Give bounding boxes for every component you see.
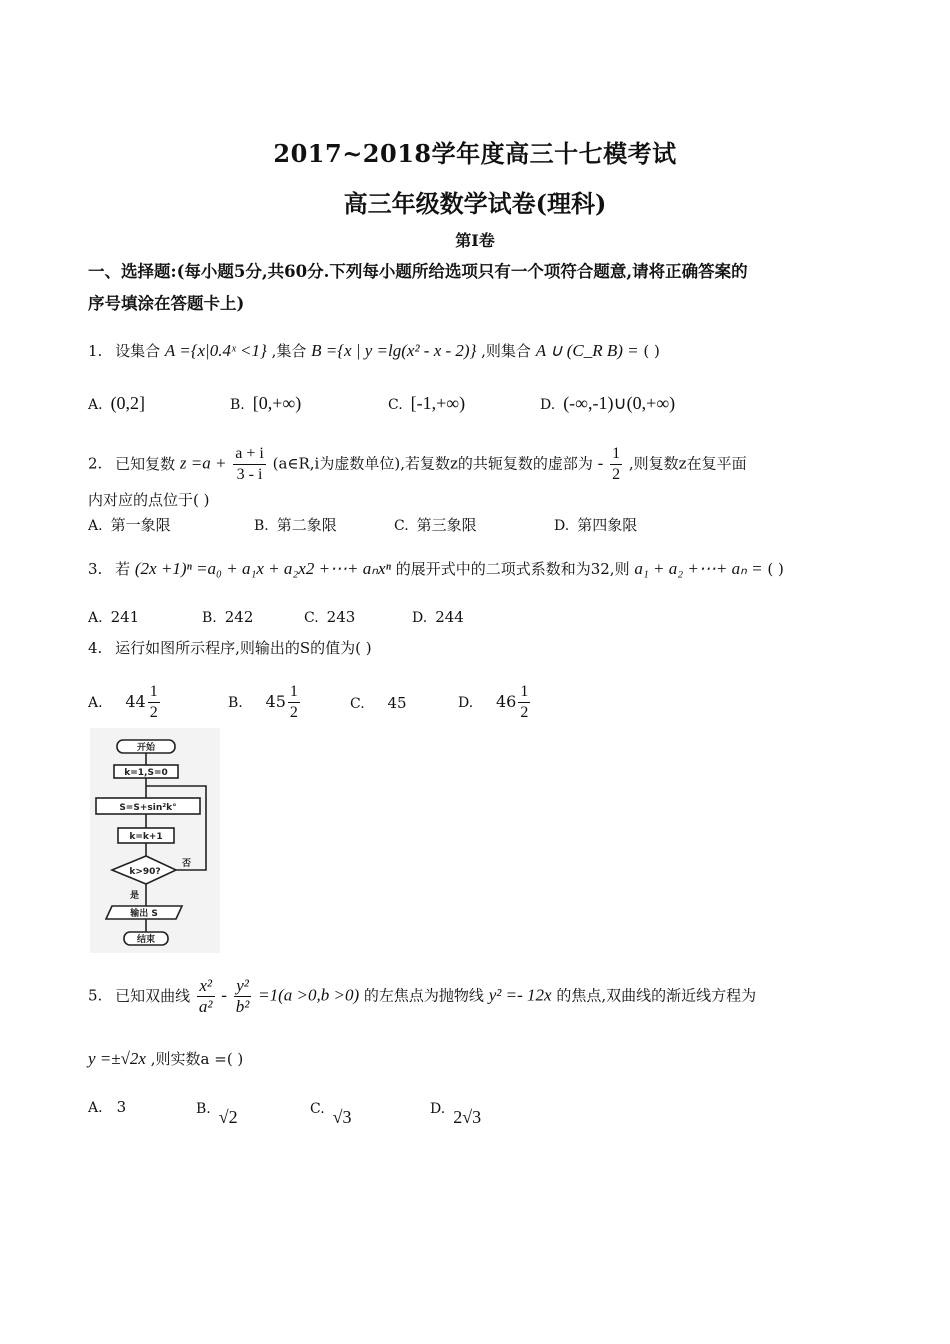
question-number: 4.: [88, 639, 103, 657]
fraction: $\frac{a + i}{3 - i}$: [235, 445, 264, 483]
question-text: ,则集合: [481, 342, 531, 360]
question-1: [88, 338, 873, 364]
set-b-expr: B ={x | y =lg(x² - x - 2)}: [311, 341, 477, 360]
answer-paren: ( ): [767, 560, 784, 578]
minus-sign: -: [597, 453, 604, 473]
expansion-expr: (2x +1)ⁿ =a₀ + a₁x + a₂x2 +⋯+ aₙxⁿ: [134, 559, 391, 578]
question-2: [88, 444, 873, 485]
question-text: 的左焦点为抛物线: [363, 986, 484, 1005]
volume-label: 第Ⅰ卷: [455, 231, 495, 250]
end-label: 结束: [136, 935, 156, 945]
option-b[interactable]: B. √2: [196, 1101, 238, 1127]
option-a[interactable]: A. 3: [88, 1098, 127, 1116]
question-text: 已知复数: [115, 454, 176, 473]
question-text: 已知双曲线: [115, 986, 191, 1005]
option-a[interactable]: A. (0,2]: [88, 393, 146, 413]
question-text: 若: [115, 560, 131, 578]
parabola-eq: y² =- 12x: [488, 985, 552, 1005]
exam-title: 2017~2018学年度高三十七模考试: [273, 139, 677, 168]
fraction-y2-b2: $\frac{\text{y²}}{\text{b²}}$: [235, 976, 250, 1016]
option-d[interactable]: D. (-∞,-1)∪(0,+∞): [540, 393, 676, 413]
complex-z-expr: z =a +: [179, 453, 227, 473]
section-heading-line2: 序号填涂在答题卡上): [88, 294, 245, 313]
init-label: k=1,S=0: [124, 768, 168, 778]
minus-sign: -: [221, 985, 227, 1005]
fraction-half: $\frac{1}{2}$: [612, 445, 621, 483]
option-c[interactable]: C. √3: [310, 1101, 352, 1127]
exam-subtitle: 高三年级数学试卷(理科): [343, 189, 607, 218]
question-number: 2.: [88, 454, 103, 473]
question-3: [88, 556, 873, 582]
increment-label: k=k+1: [129, 832, 163, 842]
fraction: $\frac{1}{2}$: [520, 683, 529, 721]
question-number: 5.: [88, 986, 103, 1005]
question-2-line2: 内对应的点位于( ): [88, 491, 210, 509]
option-c[interactable]: C. 第三象限: [394, 516, 477, 534]
option-c[interactable]: C. 45: [350, 694, 407, 712]
option-a[interactable]: A. 44 $\frac{1}{2}$: [88, 683, 158, 721]
option-b[interactable]: B. [0,+∞): [230, 393, 302, 413]
option-d[interactable]: D. 244: [412, 608, 464, 626]
question-number: 1.: [88, 342, 103, 360]
option-c[interactable]: C. 243: [304, 608, 356, 626]
option-d[interactable]: D. 第四象限: [554, 516, 638, 534]
hyperbola-eq: =1(a >0,b >0): [258, 985, 360, 1005]
option-c[interactable]: C. [-1,+∞): [388, 393, 466, 413]
output-label: 输出 S: [130, 909, 158, 919]
asymptote-expr: y =±√2x: [88, 1049, 146, 1068]
question-text: (a∈R,i为虚数单位),若复数z的共轭复数的虚部为: [272, 454, 593, 473]
question-number: 3.: [88, 560, 103, 578]
question-text: ,则实数a =( ): [150, 1050, 244, 1068]
fraction: $\frac{1}{2}$: [289, 683, 298, 721]
question-5-line2: [88, 1046, 873, 1072]
question-text: 的展开式中的二项式系数和为32,则: [395, 560, 630, 578]
union-expr: A ∪ (C_R B) =: [535, 341, 639, 360]
question-text: ,集合: [271, 342, 307, 360]
sum-expr: a₁ + a₂ +⋯+ aₙ =: [634, 559, 763, 578]
question-text: 运行如图所示程序,则输出的S的值为( ): [115, 639, 372, 657]
question-text: 的焦点,双曲线的渐近线方程为: [556, 986, 757, 1005]
question-5: [88, 976, 873, 1017]
option-a[interactable]: A. 第一象限: [88, 516, 171, 534]
set-a-expr: A ={x|0.4ˣ <1}: [164, 341, 267, 360]
option-b[interactable]: B. 242: [202, 608, 254, 626]
section-heading-line1: 一、选择题:(每小题5分,共60分.下列每小题所给选项只有一个项符合题意,请将正确答案的: [88, 262, 748, 281]
option-b[interactable]: B. 第二象限: [254, 516, 337, 534]
fraction-x2-a2: $\frac{\text{x²}}{\text{a²}}$: [198, 976, 213, 1016]
question-text: 设集合: [115, 342, 161, 360]
question-text: ,则复数z在复平面: [628, 454, 747, 473]
section-heading: [88, 256, 878, 320]
answer-paren: ( ): [643, 342, 660, 360]
option-b[interactable]: B. 45 $\frac{1}{2}$: [228, 683, 298, 721]
question-4: [88, 635, 873, 661]
sum-label: S=S+sin²k°: [119, 803, 177, 813]
fraction: $\frac{1}{2}$: [149, 683, 158, 721]
option-a[interactable]: A. 241: [88, 608, 140, 626]
option-d[interactable]: D. 46 $\frac{1}{2}$: [458, 683, 529, 721]
no-label: 否: [182, 859, 192, 869]
yes-label: 是: [130, 891, 140, 901]
option-d[interactable]: D. 2√3: [430, 1101, 482, 1127]
program-flowchart: [90, 728, 220, 953]
start-label: 开始: [136, 743, 156, 753]
condition-label: k>90?: [129, 867, 161, 877]
